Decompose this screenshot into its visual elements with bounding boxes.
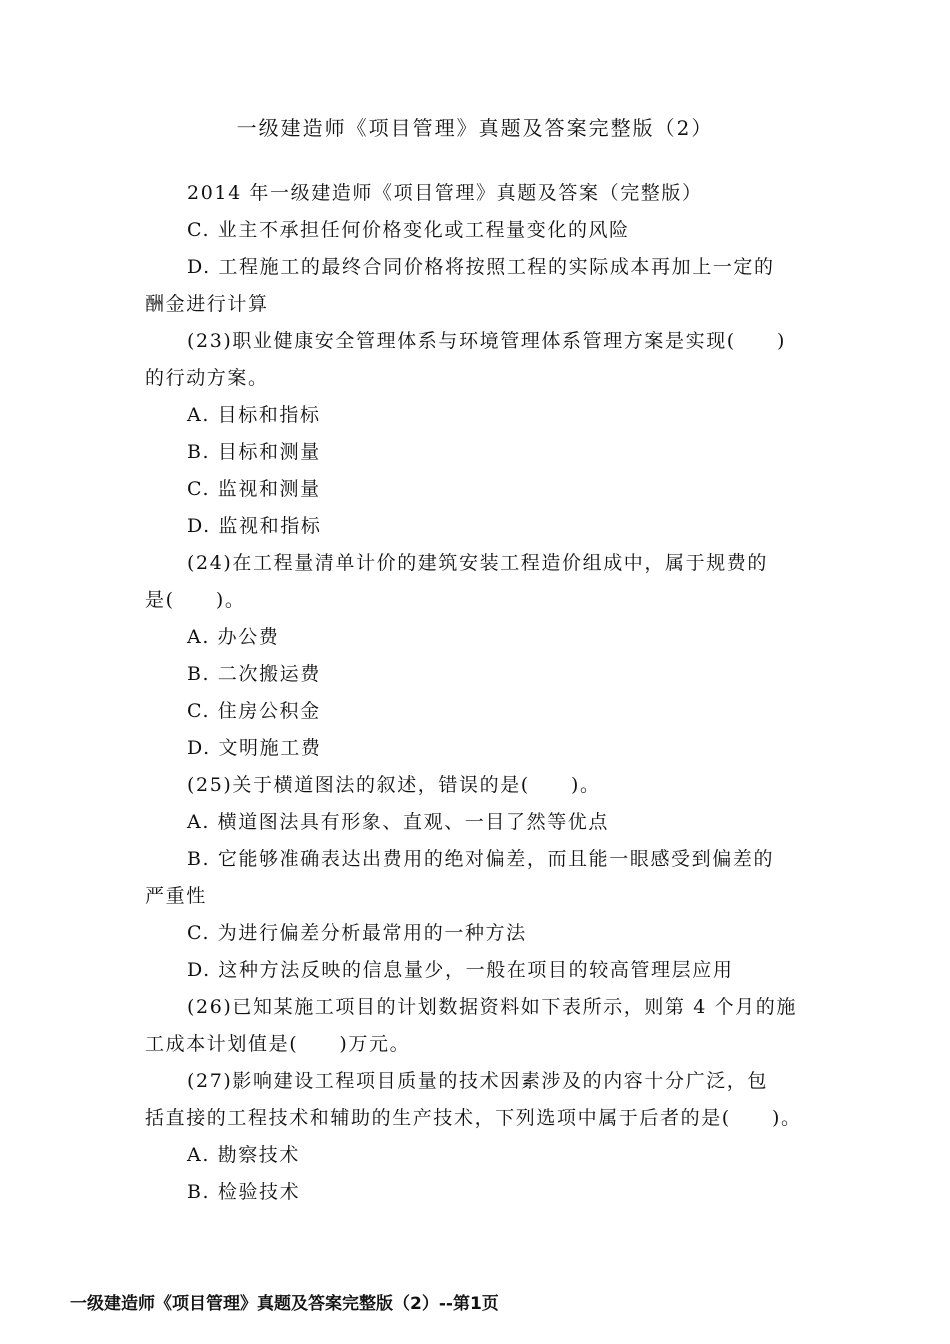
text-line: 工成本计划值是( )万元。: [145, 1033, 411, 1055]
text-line: 括直接的工程技术和辅助的生产技术，下列选项中属于后者的是( )。: [145, 1107, 802, 1129]
text-line: A. 横道图法具有形象、直观、一目了然等优点: [187, 811, 610, 833]
text-line: (25)关于横道图法的叙述，错误的是( )。: [187, 774, 601, 796]
text-line: 严重性: [145, 885, 207, 907]
text-line: D. 文明施工费: [187, 737, 322, 759]
text-line: C. 住房公积金: [187, 700, 321, 722]
text-line: 2014 年一级建造师《项目管理》真题及答案（完整版）: [187, 182, 703, 204]
text-line: A. 勘察技术: [187, 1144, 301, 1166]
text-line: (23)职业健康安全管理体系与环境管理体系管理方案是实现( ): [187, 330, 787, 352]
text-line: B. 二次搬运费: [187, 663, 321, 685]
text-line: (24)在工程量清单计价的建筑安装工程造价组成中，属于规费的: [187, 552, 769, 574]
text-line: C. 业主不承担任何价格变化或工程量变化的风险: [187, 219, 630, 241]
text-line: B. 检验技术: [187, 1181, 301, 1203]
page-footer: 一级建造师《项目管理》真题及答案完整版（2）--第1页: [70, 1294, 499, 1314]
text-line: B. 它能够准确表达出费用的绝对偏差，而且能一眼感受到偏差的: [187, 848, 775, 870]
text-line: 的行动方案。: [145, 367, 269, 389]
text-line: C. 为进行偏差分析最常用的一种方法: [187, 922, 527, 944]
text-line: D. 这种方法反映的信息量少，一般在项目的较高管理层应用: [187, 959, 734, 981]
text-line: A. 目标和指标: [187, 404, 321, 426]
document-title: 一级建造师《项目管理》真题及答案完整版（2）: [236, 116, 714, 140]
document-body: [145, 175, 815, 1211]
text-line: D. 监视和指标: [187, 515, 322, 537]
text-line: 酬金进行计算: [145, 293, 269, 315]
text-line: 是( )。: [145, 589, 246, 611]
text-line: C. 监视和测量: [187, 478, 321, 500]
text-line: (27)影响建设工程项目质量的技术因素涉及的内容十分广泛，包: [187, 1070, 769, 1092]
text-line: B. 目标和测量: [187, 441, 321, 463]
text-line: D. 工程施工的最终合同价格将按照工程的实际成本再加上一定的: [187, 256, 775, 278]
text-line: A. 办公费: [187, 626, 280, 648]
text-line: (26)已知某施工项目的计划数据资料如下表所示，则第 4 个月的施: [187, 996, 797, 1018]
